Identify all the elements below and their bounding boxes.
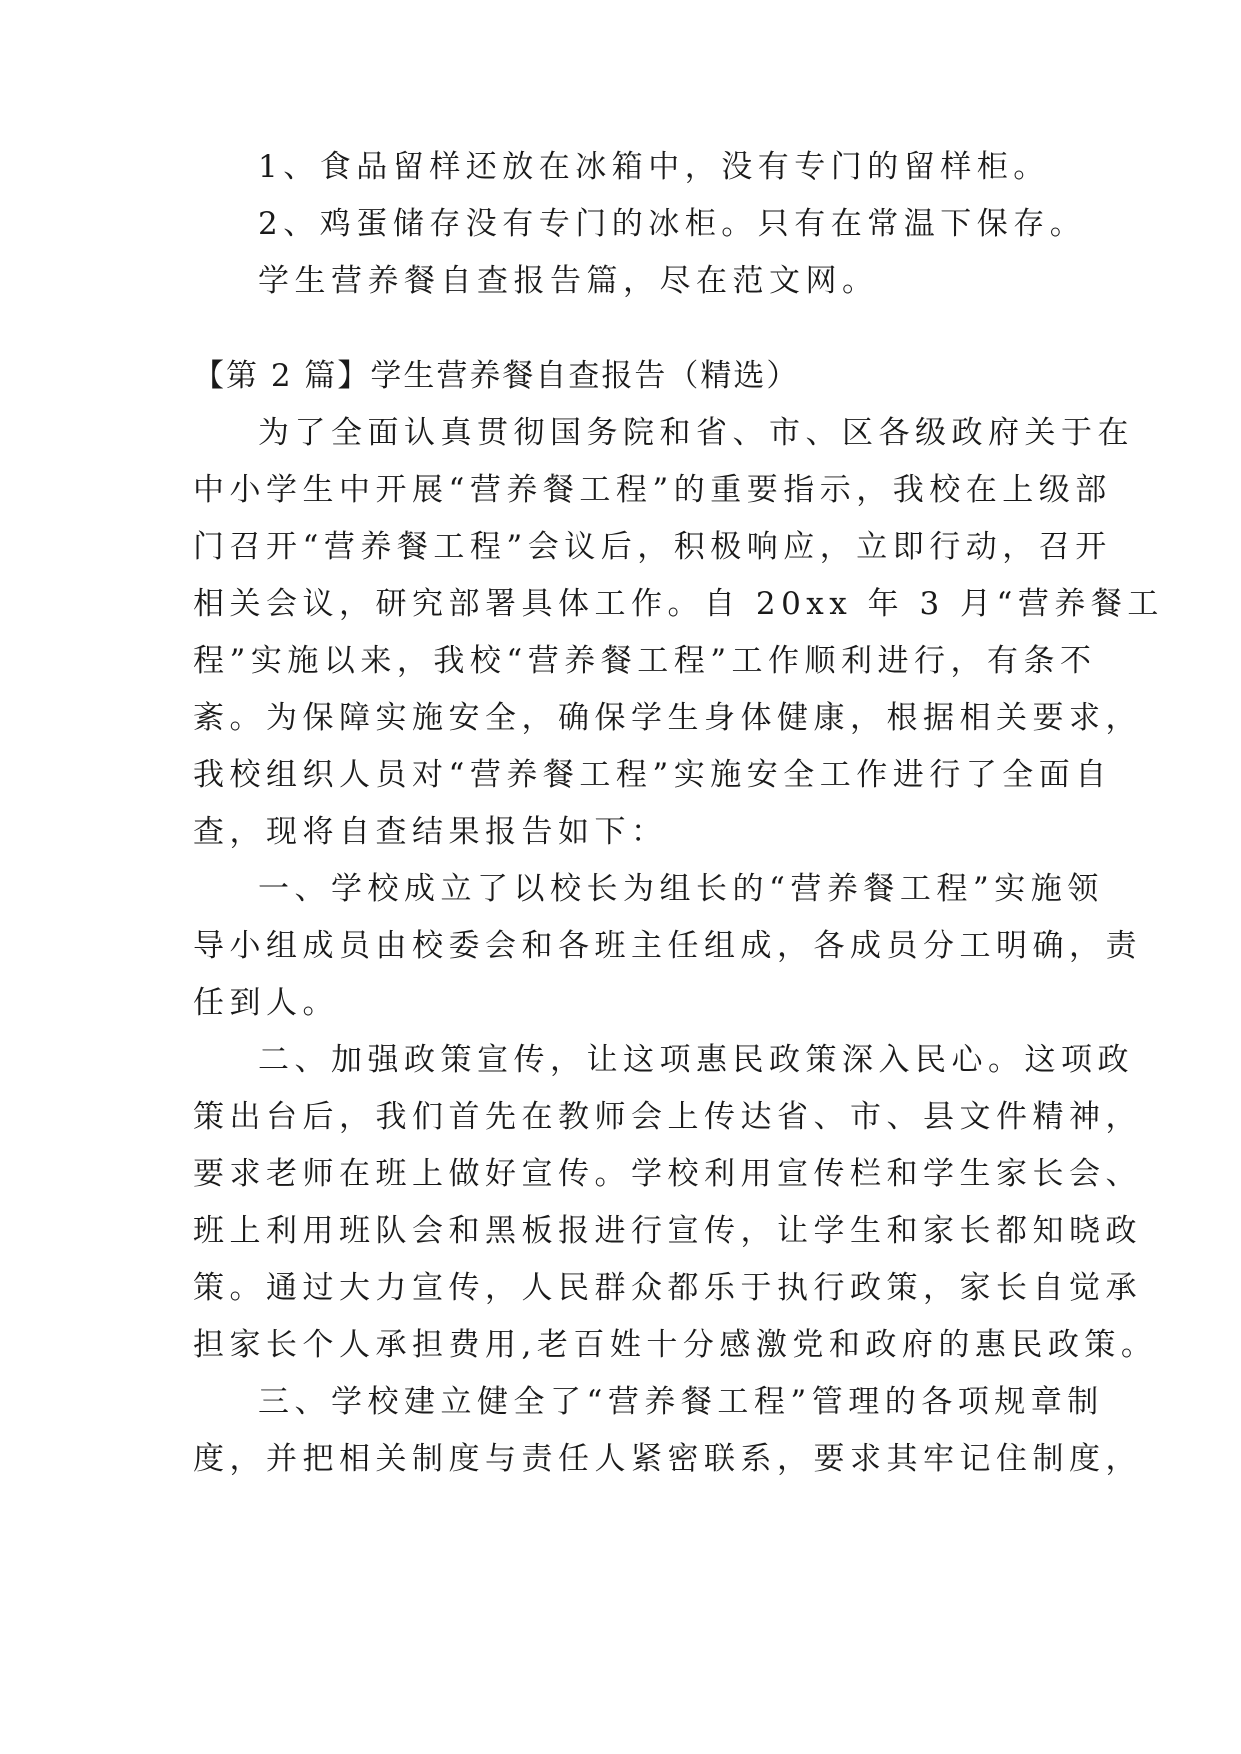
paragraph-line: 二、加强政策宣传，让这项惠民政策深入民心。这项政 [258, 1042, 1134, 1078]
list-item: 1、食品留样还放在冰箱中，没有专门的留样柜。 [258, 149, 1050, 185]
paragraph-line: 班上利用班队会和黑板报进行宣传，让学生和家长都知晓政 [193, 1213, 1142, 1249]
paragraph-line: 策。通过大力宣传，人民群众都乐于执行政策，家长自觉承 [193, 1270, 1142, 1306]
closing-note: 学生营养餐自查报告篇，尽在范文网。 [258, 263, 879, 299]
article [193, 348, 1164, 1488]
paragraph-line: 查，现将自查结果报告如下： [193, 814, 668, 850]
paragraph-line: 我校组织人员对“营养餐工程”实施安全工作进行了全面自 [193, 757, 1112, 793]
paragraph-line: 导小组成员由校委会和各班主任组成，各成员分工明确，责 [193, 928, 1142, 964]
paragraph-line: 门召开“营养餐工程”会议后，积极响应，立即行动，召开 [193, 529, 1112, 565]
paragraph-line: 相关会议，研究部署具体工作。自 20xx 年 3 月“营养餐工 [193, 586, 1164, 622]
intro-list [193, 139, 1087, 310]
list-item: 2、鸡蛋储存没有专门的冰柜。只有在常温下保存。 [258, 206, 1087, 242]
paragraph-line: 为了全面认真贯彻国务院和省、市、区各级政府关于在 [258, 415, 1134, 451]
paragraph-line: 三、学校建立健全了“营养餐工程”管理的各项规章制 [258, 1384, 1104, 1420]
paragraph-line: 策出台后，我们首先在教师会上传达省、市、县文件精神， [193, 1099, 1142, 1135]
article-title: 【第 2 篇】学生营养餐自查报告（精选） [193, 358, 800, 394]
paragraph-line: 要求老师在班上做好宣传。学校利用宣传栏和学生家长会、 [193, 1156, 1142, 1192]
paragraph-line: 中小学生中开展“营养餐工程”的重要指示，我校在上级部 [193, 472, 1112, 508]
paragraph-line: 担家长个人承担费用,老百姓十分感激党和政府的惠民政策。 [193, 1327, 1158, 1363]
paragraph-line: 一、学校成立了以校长为组长的“营养餐工程”实施领 [258, 871, 1104, 907]
paragraph-line: 紊。为保障实施安全，确保学生身体健康，根据相关要求， [193, 700, 1142, 736]
paragraph-line: 程”实施以来，我校“营养餐工程”工作顺利进行，有条不 [193, 643, 1097, 679]
paragraph-line: 任到人。 [193, 985, 339, 1021]
paragraph-line: 度，并把相关制度与责任人紧密联系，要求其牢记住制度， [193, 1441, 1142, 1477]
